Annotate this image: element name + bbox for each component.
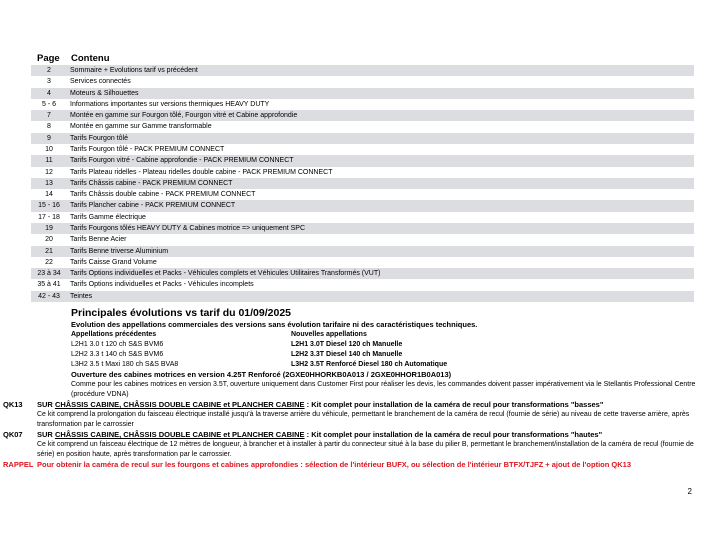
toc-page-number: 9 [31, 133, 67, 144]
toc-page-number: 20 [45, 236, 53, 244]
kit-purpose: : Kit complet pour installation de la caméra de recul pour transformations "basses" [304, 400, 604, 409]
changes-title: Principales évolutions vs tarif du 01/09/2025 [71, 307, 292, 319]
toc-page-number: 23 à 34 [31, 268, 67, 279]
changes-subtitle: Evolution des appellations commerciales des versions sans évolution tarifaire ni des caractéristiques techniques. [71, 320, 478, 329]
toc-content: Tarifs Options individuelles et Packs - Véhicules complets et Véhicules Utilitaires Transformés (VUT) [67, 268, 694, 279]
toc-content: Tarifs Benne Acier [70, 236, 127, 244]
toc-page-number: 14 [45, 191, 53, 199]
page-number: 2 [687, 487, 692, 496]
toc-content: Tarifs Fourgon tôlé [67, 133, 694, 144]
toc-page-number: 7 [31, 110, 67, 121]
toc-content: Teintes [67, 291, 694, 302]
toc-page-number: 21 [31, 246, 67, 257]
toc-row [31, 178, 694, 189]
kit-text [37, 400, 697, 430]
kit-description: Ce kit comprend un faisceau électrique de 12 mètres de longueur, à brancher et à installer à partir du connecteur situé à la base du pilier B, permettant le branchement/installation de la caméra de recul (fournie de série) en position haute, après transformation par le carrossier. [37, 441, 694, 458]
name-row [71, 340, 697, 350]
rappel-text: Pour obtenir la caméra de recul sur les fourgons et cabines approfondies : sélection de l'intérieur BUFX, ou sélection de l'intérieur BTFX/TJFZ + ajout de l'option QK13 [37, 460, 632, 469]
kit-row [3, 400, 697, 430]
toc-row [31, 144, 694, 155]
toc-content: Montée en gamme sur Gamme transformable [70, 123, 212, 131]
toc-page-number: 3 [47, 78, 51, 86]
toc-row [31, 257, 694, 268]
name-prev: L2H1 3.0 t 120 ch S&S BVM6 [71, 341, 164, 348]
kit-row [3, 430, 697, 460]
toc-row [31, 121, 694, 132]
toc-row [31, 200, 694, 211]
toc-content: Tarifs Plancher cabine - PACK PREMIUM CONNECT [67, 200, 694, 211]
kit-code: QK13 [3, 400, 23, 409]
toc-content: Tarifs Benne triverse Aluminium [67, 246, 694, 257]
toc-row [31, 246, 694, 257]
name-new: L2H1 3.0T Diesel 120 ch Manuelle [291, 341, 403, 348]
toc-table [31, 65, 694, 302]
toc-page-number: 17 - 18 [38, 213, 60, 221]
toc-row [31, 268, 694, 279]
toc-header-content: Contenu [71, 53, 110, 64]
toc-content: Tarifs Plateau ridelles - Plateau ridelles double cabine - PACK PREMIUM CONNECT [70, 168, 333, 176]
toc-page-number: 15 - 16 [31, 200, 67, 211]
name-prev: L2H2 3.3 t 140 ch S&S BVM6 [71, 351, 164, 358]
toc-content: Tarifs Fourgon tôlé - PACK PREMIUM CONNECT [70, 145, 225, 153]
kit-description: Ce kit comprend la prolongation du faisceau électrique installé jusqu'à la traverse arrière du véhicule, permettant le branchement de la caméra de recul (fournie de série) au niveau de cette traverse arrière, après transformation par le carrossier [37, 411, 690, 428]
toc-header-page: Page [37, 53, 60, 64]
toc-content: Montée en gamme sur Fourgon tôlé, Fourgon vitré et Cabine approfondie [67, 110, 694, 121]
toc-page-number: 35 à 41 [37, 281, 61, 289]
toc-content: Tarifs Caisse Grand Volume [70, 258, 157, 266]
toc-content: Tarifs Options individuelles et Packs - Véhicules incomplets [70, 281, 254, 289]
toc-page-number: 22 [45, 258, 53, 266]
toc-content: Tarifs Châssis double cabine - PACK PREMIUM CONNECT [70, 191, 256, 199]
toc-page-number: 42 - 43 [31, 291, 67, 302]
opening-title: Ouverture des cabines motrices en version 4.25T Renforcé (2GXE0HHORKB0A013 / 2GXE0HHOR1B0A013) [71, 370, 452, 379]
toc-content: Tarifs Fourgons tôlés HEAVY DUTY & Cabines motrice => uniquement SPC [67, 223, 694, 234]
toc-row [31, 110, 694, 121]
toc-row [31, 279, 694, 290]
name-row [71, 360, 697, 370]
rappel-row [3, 460, 697, 470]
toc-content: Sommaire + Evolutions tarif vs précédent [67, 65, 694, 76]
toc-row [31, 65, 694, 76]
toc-page-number: 2 [31, 65, 67, 76]
toc-header [37, 53, 110, 64]
toc-page-number: 12 [45, 168, 53, 176]
toc-page-number: 13 [31, 178, 67, 189]
name-prev: L3H2 3.5 t Maxi 180 ch S&S BVA8 [71, 361, 179, 368]
toc-content: Tarifs Gamme électrique [70, 213, 146, 221]
kit-purpose: : Kit complet pour installation de la caméra de recul pour transformations "hautes" [304, 430, 603, 439]
toc-content: Tarifs Fourgon vitré - Cabine approfondie - PACK PREMIUM CONNECT [67, 155, 694, 166]
toc-row [31, 223, 694, 234]
names-list [37, 340, 697, 370]
kit-title [37, 400, 697, 410]
kit-title [37, 430, 697, 440]
toc-content: Moteurs & Silhouettes [67, 88, 694, 99]
name-row [71, 350, 697, 360]
toc-content: Services connectés [70, 78, 131, 86]
names-header-prev: Appellations précédentes [71, 331, 157, 338]
toc-row [31, 133, 694, 144]
kit-sur: SUR [37, 430, 53, 439]
toc-page-number: 4 [31, 88, 67, 99]
toc-row [31, 189, 694, 200]
toc-row [31, 88, 694, 99]
toc-row [31, 291, 694, 302]
kit-code: QK07 [3, 430, 23, 439]
kits-list [3, 400, 697, 460]
toc-row [31, 212, 694, 223]
kit-vehicle-types: CHÂSSIS CABINE, CHÂSSIS DOUBLE CABINE et PLANCHER CABINE [54, 430, 305, 439]
toc-row [31, 167, 694, 178]
opening-text: Comme pour les cabines motrices en version 3.5T, ouverture uniquement dans Customer First pour réaliser les devis, les commandes doivent passer impérativement via le Stellantis Professional Centre (procédure VDNA) [71, 381, 696, 398]
toc-page-number: 5 - 6 [41, 100, 56, 108]
toc-page-number: 10 [45, 145, 53, 153]
toc-row [31, 76, 694, 87]
toc-content: Informations importantes sur versions thermiques HEAVY DUTY [70, 100, 270, 108]
toc-row [31, 99, 694, 110]
toc-content: Tarifs Châssis cabine - PACK PREMIUM CONNECT [67, 178, 694, 189]
changes-section [3, 306, 697, 470]
toc-page-number: 11 [31, 155, 67, 166]
toc-page-number: 8 [47, 123, 51, 131]
kit-sur: SUR [37, 400, 53, 409]
names-header [71, 330, 697, 340]
toc-body [31, 65, 694, 302]
rappel-label: RAPPEL [3, 460, 34, 469]
toc-row [31, 234, 694, 245]
kit-text [37, 430, 697, 460]
names-header-new: Nouvelles appellations [291, 331, 367, 338]
toc-page-number: 19 [31, 223, 67, 234]
name-new: L2H2 3.3T Diesel 140 ch Manuelle [291, 351, 403, 358]
toc-row [31, 155, 694, 166]
kit-vehicle-types: CHÂSSIS CABINE, CHÂSSIS DOUBLE CABINE et PLANCHER CABINE [54, 400, 305, 409]
name-new: L3H2 3.5T Renforcé Diesel 180 ch Automatique [291, 361, 448, 368]
